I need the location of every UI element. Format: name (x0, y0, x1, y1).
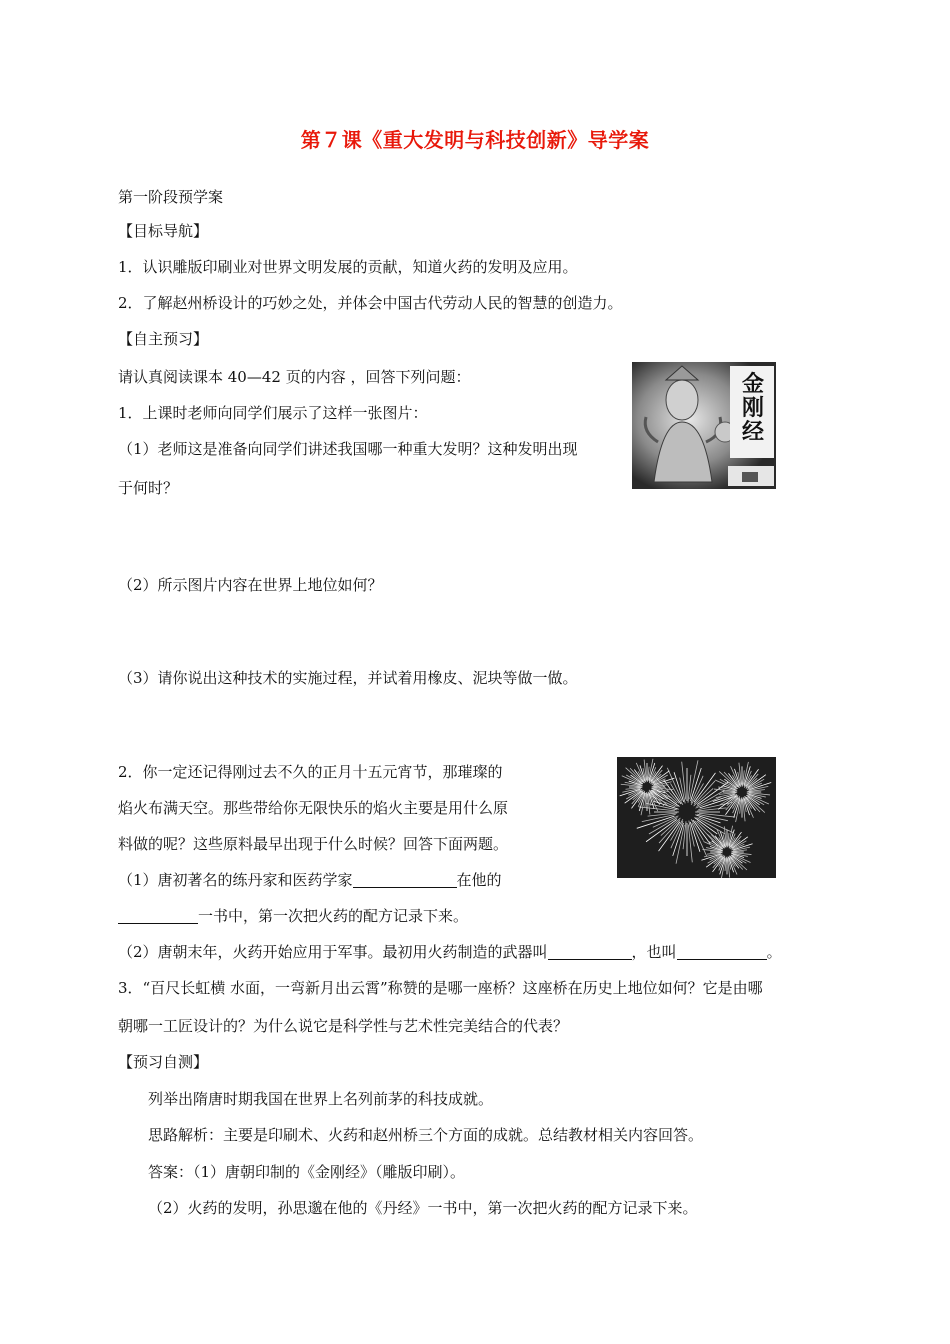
section-preview: 【自主预习】 (118, 330, 209, 348)
question-1: 1．上课时老师向同学们展示了这样一张图片： (118, 404, 428, 422)
page-title: 第７课《重大发明与科技创新》导学案 (300, 128, 650, 152)
section-selftest: 【预习自测】 (118, 1053, 209, 1071)
firework-spark (676, 825, 684, 864)
question-2-line-c: 料做的呢？这些原料最早出现于什么时候？回答下面两题。 (118, 835, 509, 853)
question-1-2: （2）所示图片内容在世界上地位如何？ (118, 576, 383, 594)
question-1-1: （1）老师这是准备向同学们讲述我国哪一种重大发明？这种发明出现 (118, 440, 578, 458)
firework-spark (682, 762, 686, 800)
question-3-line-b: 朝哪一工匠设计的？为什么说它是科学性与艺术性完美结合的代表？ (118, 1017, 569, 1035)
sutra-title-calligraphy: 金刚经 (741, 371, 764, 445)
goal-2: 2．了解赵州桥设计的巧妙之处，并体会中国古代劳动人民的智慧的创造力。 (118, 294, 623, 312)
question-2-line-b: 焰火布满天空。那些带给你无限快乐的焰火主要是用什么原 (118, 799, 509, 817)
question-1-1-cont: 于何时？ (118, 479, 179, 497)
firework-spark (697, 808, 727, 811)
firework-spark (697, 814, 728, 821)
firework-spark (683, 821, 686, 849)
stage-label: 第一阶段预学案 (118, 188, 224, 206)
selftest-hint: 思路解析：主要是印刷术、火药和赵州桥三个方面的成就。总结教材相关内容回答。 (148, 1126, 704, 1144)
firework-spark (648, 813, 678, 816)
answer-blank-book[interactable] (118, 907, 198, 924)
question-2-1-text-b: 在他的 (456, 871, 502, 889)
question-2-2 (118, 942, 782, 962)
firework-spark (699, 813, 735, 817)
firework-spark (688, 825, 692, 863)
answer-1: 答案：（1）唐朝印制的《金刚经》（雕版印刷）。 (148, 1163, 466, 1181)
firework-spark (688, 775, 691, 803)
diamond-sutra-image (632, 362, 776, 489)
fireworks-icon (617, 757, 776, 878)
question-2-2-text-c: 。 (766, 943, 782, 961)
answer-blank-weapon[interactable] (548, 943, 632, 960)
goal-1: 1．认识雕版印刷业对世界文明发展的贡献，知道火药的发明及应用。 (118, 258, 578, 276)
answer-blank-weapon-alias[interactable] (677, 943, 767, 960)
firework-spark (642, 814, 676, 821)
question-1-3: （3）请你说出这种技术的实施过程，并试着用橡皮、泥块等做一做。 (118, 669, 578, 687)
answer-2: （2）火药的发明，孙思邈在他的《丹经》一书中，第一次把火药的配方记录下来。 (148, 1199, 698, 1217)
question-2-2-text-a: （2）唐朝末年，火药开始应用于军事。最初用火药制造的武器叫 (118, 943, 548, 961)
section-goals: 【目标导航】 (118, 222, 209, 240)
question-3-line-a: 3．“百尺长虹横 水面，一弯新月出云霄”称赞的是哪一座桥？这座桥在历史上地位如何？它是由哪 (118, 979, 763, 997)
question-2-line-a: 2．你一定还记得刚过去不久的正月十五元宵节，那璀璨的 (118, 763, 503, 781)
question-2-1 (118, 870, 502, 890)
fireworks-image (617, 757, 776, 878)
question-2-1-cont (118, 906, 468, 926)
question-2-1-text-a: （1）唐初著名的练丹家和医药学家 (118, 871, 353, 889)
selftest-question: 列举出隋唐时期我国在世界上名列前茅的科技成就。 (148, 1090, 494, 1108)
firework-spark (690, 760, 698, 799)
question-2-2-text-b: ，也叫 (631, 943, 677, 961)
question-2-1-text-c: 一书中，第一次把火药的配方记录下来。 (198, 907, 469, 925)
instruction: 请认真阅读课本 40—42 页的内容 ，回答下列问题： (118, 368, 471, 386)
answer-blank-alchemist[interactable] (353, 871, 457, 888)
